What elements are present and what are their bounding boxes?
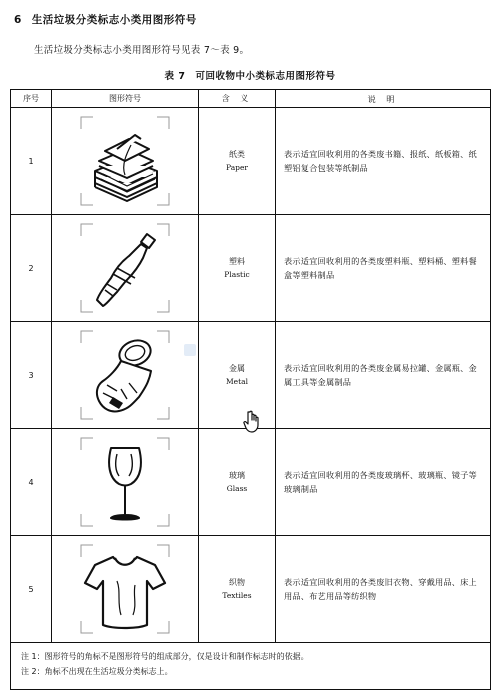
symbol-cell [52,429,199,535]
table-notes [11,643,490,689]
meaning-en: Textiles [222,591,252,600]
row-number: 3 [11,322,52,428]
description-cell: 表示适宜回收利用的各类废金属易拉罐、金属瓶、金属工具等金属制品 [284,363,477,387]
table-row [11,215,490,322]
description-cell: 表示适宜回收利用的各类废旧衣物、穿戴用品、床上用品、布艺用品等纺织物 [284,577,477,601]
description-cell: 表示适宜回收利用的各类废玻璃杯、玻璃瓶、镜子等玻璃制品 [284,470,477,494]
symbol-cell [52,322,199,428]
description-cell: 表示适宜回收利用的各类废书籍、报纸、纸板箱、纸塑铝复合包装等纸制品 [284,149,477,173]
meaning-en: Plastic [224,270,250,279]
row-number: 1 [11,108,52,214]
header-desc: 说 明 [367,93,399,104]
table-caption: 表 7 可回收物中小类标志用图形符号 [164,71,336,82]
meaning-cell [199,536,276,642]
row-number: 5 [11,536,52,642]
section-number: 6 [14,14,22,26]
note-1: 注 1：图形符号的角标不是图形符号的组成部分，仅是设计和制作标志时的依据。 [21,652,309,661]
meaning-cn: 纸类 [229,150,245,159]
section-title: 生活垃圾分类标志小类用图形符号 [31,14,197,26]
symbol-table [10,89,491,690]
header-symbol: 图形符号 [52,90,199,107]
intro-paragraph: 生活垃圾分类标志小类用图形符号见表 7～表 9。 [34,45,250,56]
meaning-cn: 玻璃 [229,471,245,480]
meaning-en: Glass [226,484,248,493]
table-row [11,108,490,215]
table-header-row [11,90,490,108]
row-number: 4 [11,429,52,535]
table-row [11,429,490,536]
symbol-cell [52,215,199,321]
row-number: 2 [11,215,52,321]
selection-marker [184,344,196,356]
description-cell: 表示适宜回收利用的各类废塑料瓶、塑料桶、塑料餐盒等塑料制品 [284,256,477,280]
header-meaning: 含 义 [199,90,276,107]
tshirt-icon [77,541,173,637]
meaning-cell [199,429,276,535]
symbol-cell [52,108,199,214]
section-heading [14,12,197,27]
note-2: 注 2：角标不出现在生活垃圾分类标志上。 [21,667,173,676]
symbol-cell [52,536,199,642]
meaning-en: Metal [225,377,248,386]
wine-glass-icon [77,434,173,530]
meaning-en: Paper [225,163,248,172]
paper-stack-icon [77,113,173,209]
table-row [11,536,490,643]
hand-cursor-icon [243,410,265,434]
meaning-cn: 金属 [229,364,245,373]
meaning-cell [199,108,276,214]
metal-can-icon [77,327,173,423]
meaning-cn: 塑料 [229,257,245,266]
plastic-bottle-icon [77,220,173,316]
meaning-cell [199,215,276,321]
meaning-cn: 织物 [229,578,245,587]
header-no: 序号 [11,90,52,107]
